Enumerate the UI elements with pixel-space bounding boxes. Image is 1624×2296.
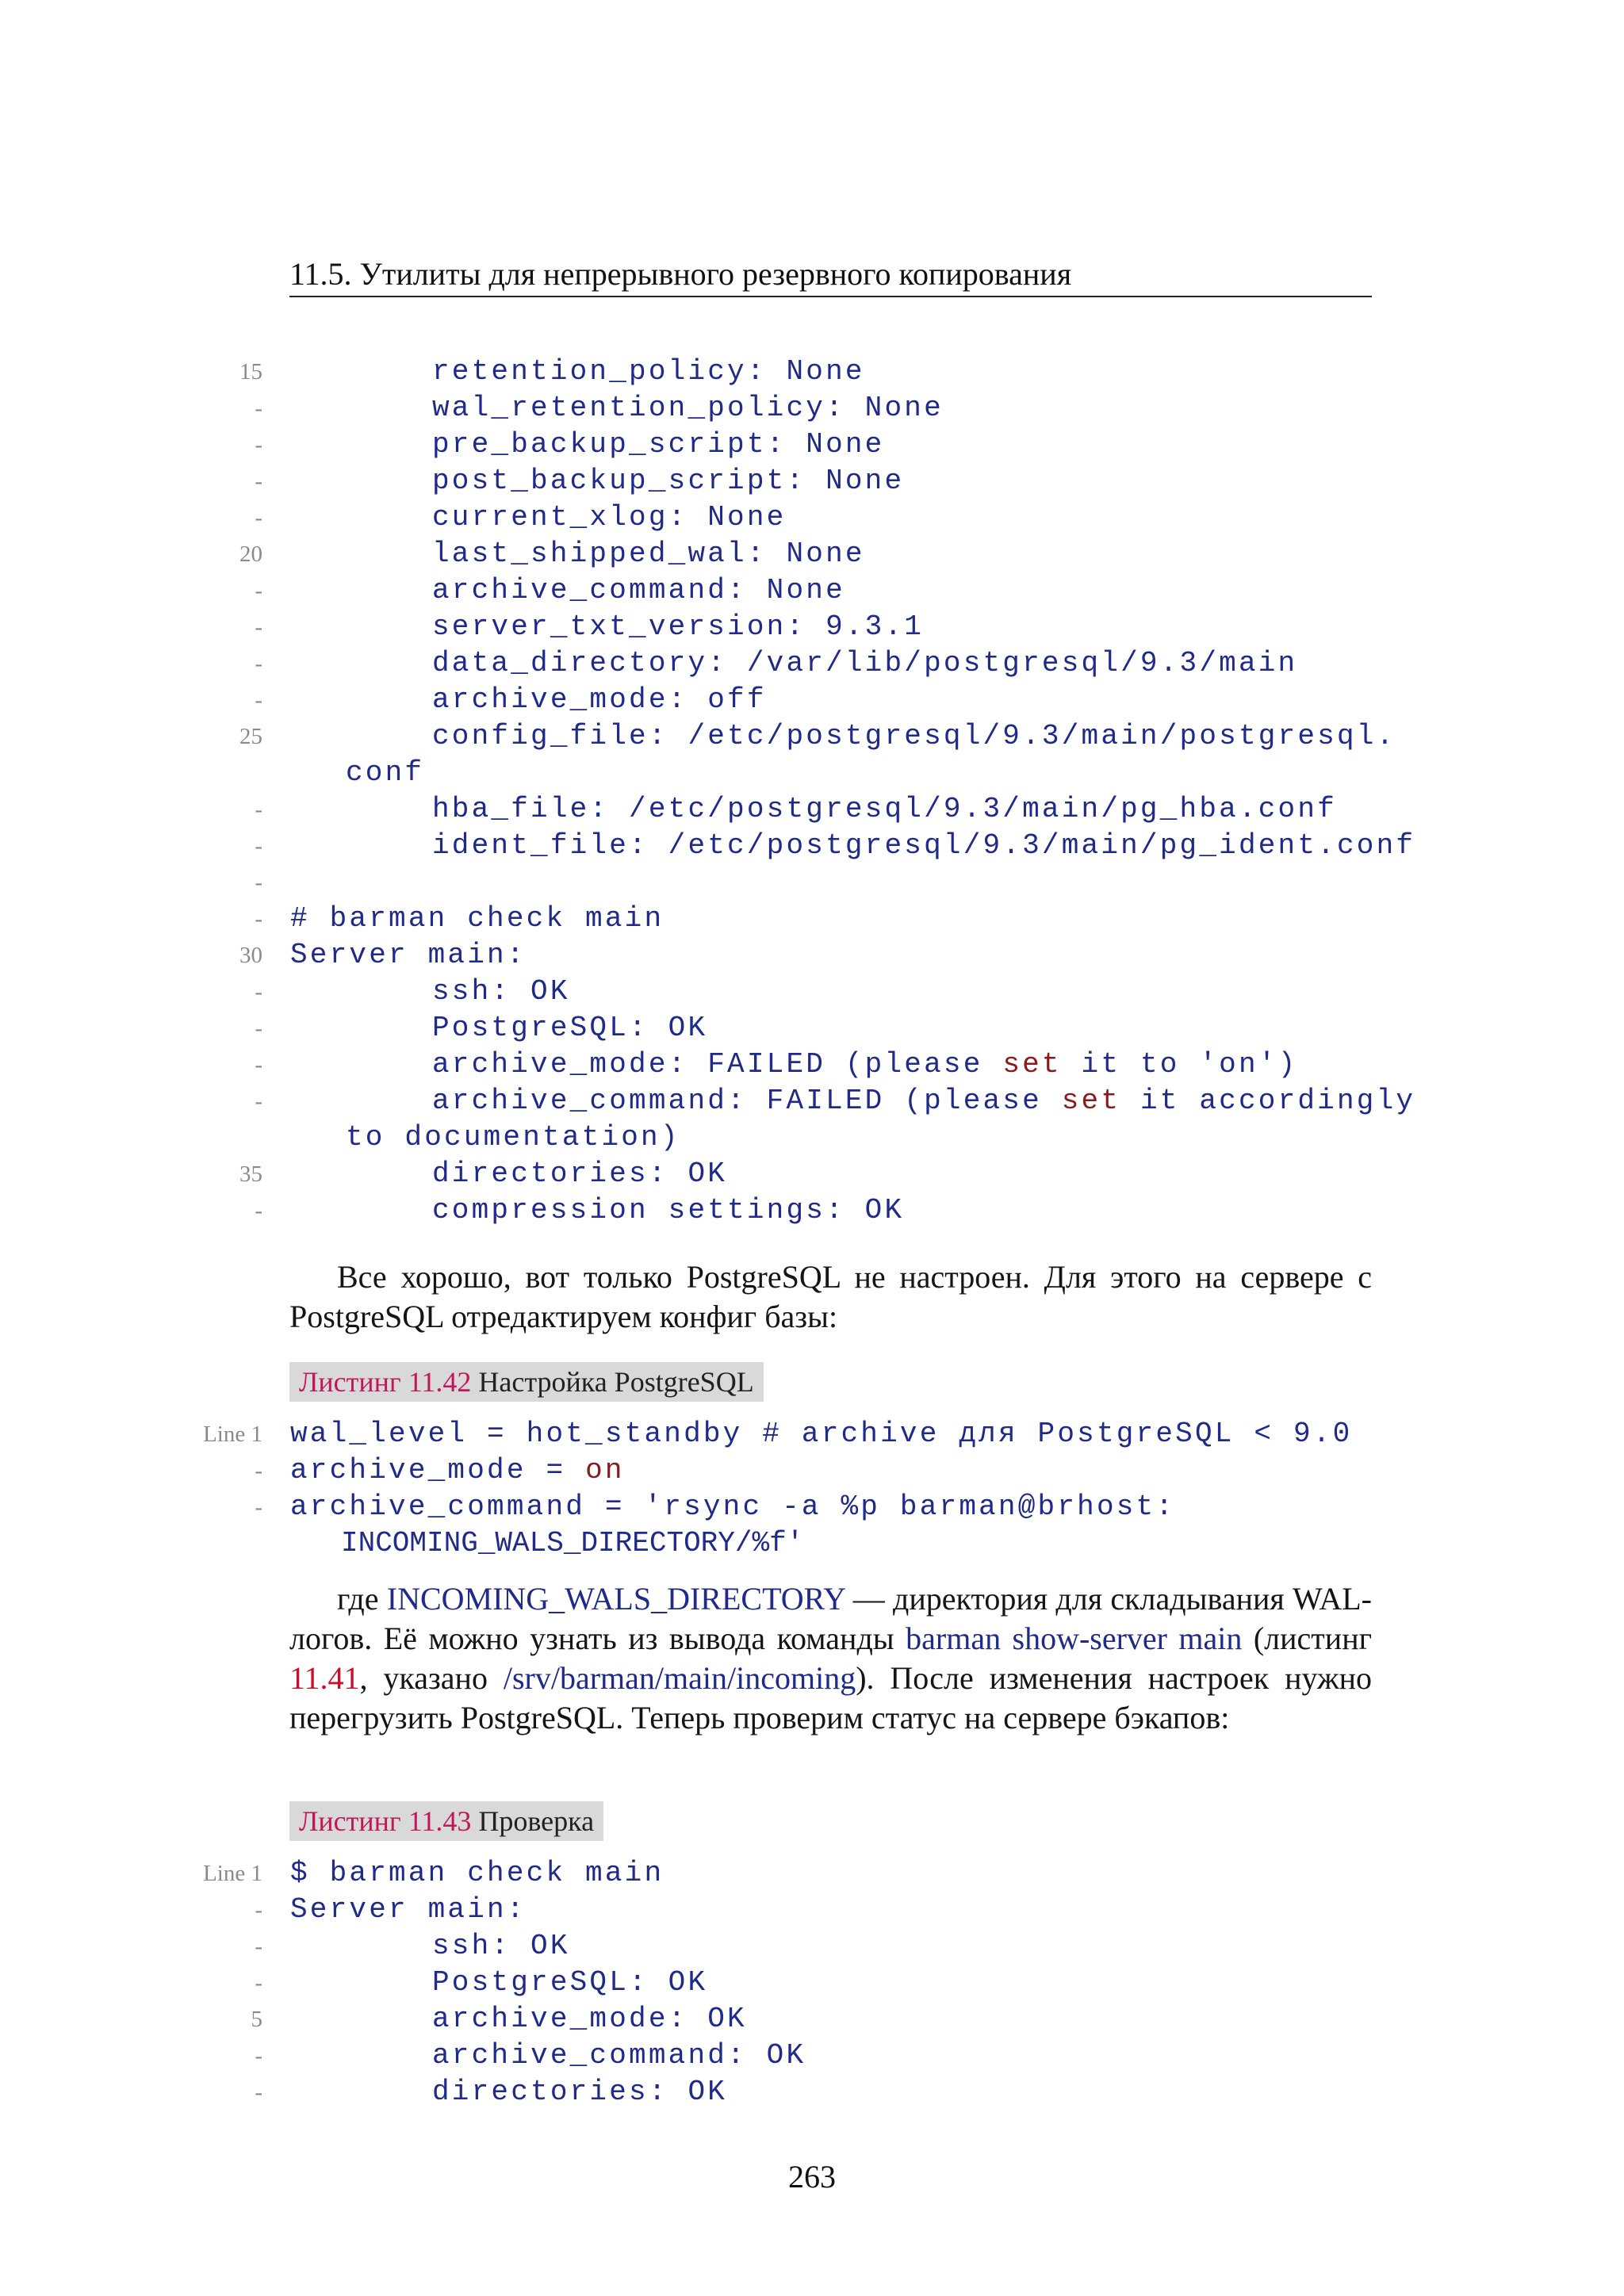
code-text: post_backup_script: None	[432, 465, 905, 497]
code-line	[0, 718, 1624, 755]
line-number: -	[255, 1458, 262, 1483]
page-number: 263	[788, 2159, 836, 2195]
code-text: retention_policy: None	[432, 355, 865, 388]
inline-code-link[interactable]: barman show-server main	[906, 1621, 1243, 1656]
code-text: directories: OK	[432, 1158, 728, 1190]
code-text: directories: OK	[432, 2076, 728, 2108]
code-text: ident_file: /etc/postgresql/9.3/main/pg_ident.conf	[432, 829, 1416, 862]
code-text: to documentation)	[346, 1121, 680, 1154]
paragraph: Все хорошо, вот только PostgreSQL не настроен. Для этого на сервере с PostgreSQL отредактируем конфиг базы:	[289, 1259, 1372, 1334]
code-line	[0, 354, 1624, 390]
code-text: ssh: OK	[432, 1930, 570, 1962]
code-text: archive_command = 'rsync -a %p barman@brhost:	[290, 1490, 1176, 1523]
inline-code-link[interactable]: /srv/barman/main/incoming	[503, 1660, 856, 1696]
code-text: wal_retention_policy: None	[432, 392, 944, 424]
line-number: -	[255, 979, 262, 1004]
line-number: 15	[239, 359, 262, 385]
listing-title: Проверка	[478, 1805, 595, 1837]
line-number: -	[255, 1198, 262, 1223]
code-line	[0, 828, 1624, 864]
code-line	[0, 1489, 1624, 1525]
line-number: -	[255, 687, 262, 713]
code-text: archive_command: OK	[432, 2039, 806, 2072]
code-text: ssh: OK	[432, 975, 570, 1008]
line-number: -	[255, 1494, 262, 1520]
code-line-continuation	[0, 1119, 1624, 1156]
code-line-empty	[0, 864, 1624, 901]
line-number: -	[255, 833, 262, 859]
line-number: -	[255, 396, 262, 421]
line-number: -	[255, 1934, 262, 1959]
code-line	[0, 1855, 1624, 1892]
listing-caption	[289, 1362, 764, 1402]
line-number: -	[255, 2080, 262, 2105]
code-text: conf	[346, 756, 425, 789]
code-line	[0, 1083, 1624, 1119]
running-header-title: 11.5. Утилиты для непрерывного резервного копирования	[289, 256, 1072, 292]
code-text: archive_command: None	[432, 574, 845, 607]
code-line	[0, 609, 1624, 645]
line-number: 30	[239, 943, 262, 968]
code-text: INCOMING_WALS_DIRECTORY/%f'	[341, 1527, 804, 1559]
code-line	[0, 1416, 1624, 1452]
line-number: -	[255, 2043, 262, 2068]
code-line	[0, 2038, 1624, 2074]
code-text: archive_command: FAILED (please set it accordingly	[432, 1085, 1416, 1117]
keyword: set	[1061, 1085, 1121, 1117]
code-line	[0, 1047, 1624, 1083]
line-number: 35	[239, 1161, 262, 1187]
code-text: config_file: /etc/postgresql/9.3/main/postgresql.	[432, 720, 1396, 752]
line-number: 5	[251, 2007, 262, 2032]
line-number: -	[255, 578, 262, 603]
code-line	[0, 2074, 1624, 2110]
line-number: Line 1	[203, 1861, 262, 1886]
code-text: archive_mode: OK	[432, 2003, 747, 2035]
listing-reference-link[interactable]: 11.41	[289, 1660, 360, 1696]
line-number: -	[255, 1089, 262, 1114]
line-number: -	[255, 1970, 262, 1996]
code-line	[0, 390, 1624, 427]
code-text: compression settings: OK	[432, 1194, 905, 1226]
code-line	[0, 536, 1624, 572]
code-text: pre_backup_script: None	[432, 428, 885, 461]
code-line	[0, 1156, 1624, 1192]
listing-label: Листинг 11.42	[299, 1366, 472, 1398]
paragraph: где INCOMING_WALS_DIRECTORY — директория для складывания WAL-логов. Её можно узнать из вывода команды barman show-server main (листинг 11.41, указано /srv/barman/main/incoming). После изменения настроек нужно перегрузить PostgreSQL. Теперь проверим статус на сервере бэкапов:	[289, 1581, 1372, 1735]
code-line	[0, 682, 1624, 718]
code-text: current_xlog: None	[432, 501, 787, 534]
code-line	[0, 1892, 1624, 1928]
code-line	[0, 1010, 1624, 1047]
line-number: -	[255, 469, 262, 494]
line-number: -	[255, 870, 262, 895]
code-text: wal_level = hot_standby # archive для PostgreSQL < 9.0	[290, 1418, 1353, 1450]
inline-code-link[interactable]: INCOMING_WALS_DIRECTORY	[386, 1581, 845, 1617]
code-line	[0, 463, 1624, 499]
listing-caption	[289, 1801, 603, 1841]
code-text: PostgreSQL: OK	[432, 1966, 708, 1999]
code-line	[0, 901, 1624, 937]
code-line	[0, 937, 1624, 974]
code-text: server_txt_version: 9.3.1	[432, 610, 925, 643]
line-number: Line 1	[203, 1422, 262, 1447]
code-text: last_shipped_wal: None	[432, 538, 865, 570]
code-line	[0, 1965, 1624, 2001]
code-text: data_directory: /var/lib/postgresql/9.3/main	[432, 647, 1298, 679]
code-line	[0, 2001, 1624, 2038]
code-line	[0, 645, 1624, 682]
code-line	[0, 1928, 1624, 1965]
code-line	[0, 974, 1624, 1010]
line-number: -	[255, 432, 262, 457]
line-number: -	[255, 614, 262, 640]
code-line	[0, 572, 1624, 609]
code-text: archive_mode: off	[432, 683, 767, 716]
line-number: -	[255, 797, 262, 822]
keyword: on	[585, 1454, 625, 1487]
listing-title: Настройка PostgreSQL	[478, 1366, 754, 1398]
code-line	[0, 1192, 1624, 1229]
code-line	[0, 499, 1624, 536]
line-number: -	[255, 906, 262, 932]
code-line	[0, 791, 1624, 828]
listing-label: Листинг 11.43	[299, 1805, 472, 1837]
line-number: -	[255, 651, 262, 676]
line-number: -	[255, 1016, 262, 1041]
code-line	[0, 427, 1624, 463]
line-number: -	[255, 1052, 262, 1077]
code-line-continuation	[0, 755, 1624, 791]
code-text: Server main:	[290, 1893, 527, 1926]
code-text: hba_file: /etc/postgresql/9.3/main/pg_hba.conf	[432, 793, 1337, 825]
code-text: $ barman check main	[290, 1857, 665, 1889]
code-text: # barman check main	[290, 902, 665, 935]
code-text: archive_mode: FAILED (please set it to 'on')	[432, 1048, 1298, 1081]
line-number: -	[255, 505, 262, 530]
line-number: 20	[239, 541, 262, 567]
code-line-continuation	[0, 1525, 1624, 1562]
header-rule	[289, 296, 1372, 297]
code-text: Server main:	[290, 939, 527, 971]
line-number: -	[255, 1897, 262, 1923]
line-number: 25	[239, 724, 262, 749]
keyword: set	[1002, 1048, 1062, 1081]
code-line	[0, 1452, 1624, 1489]
code-text: PostgreSQL: OK	[432, 1012, 708, 1044]
code-text: archive_mode = on	[290, 1454, 625, 1487]
